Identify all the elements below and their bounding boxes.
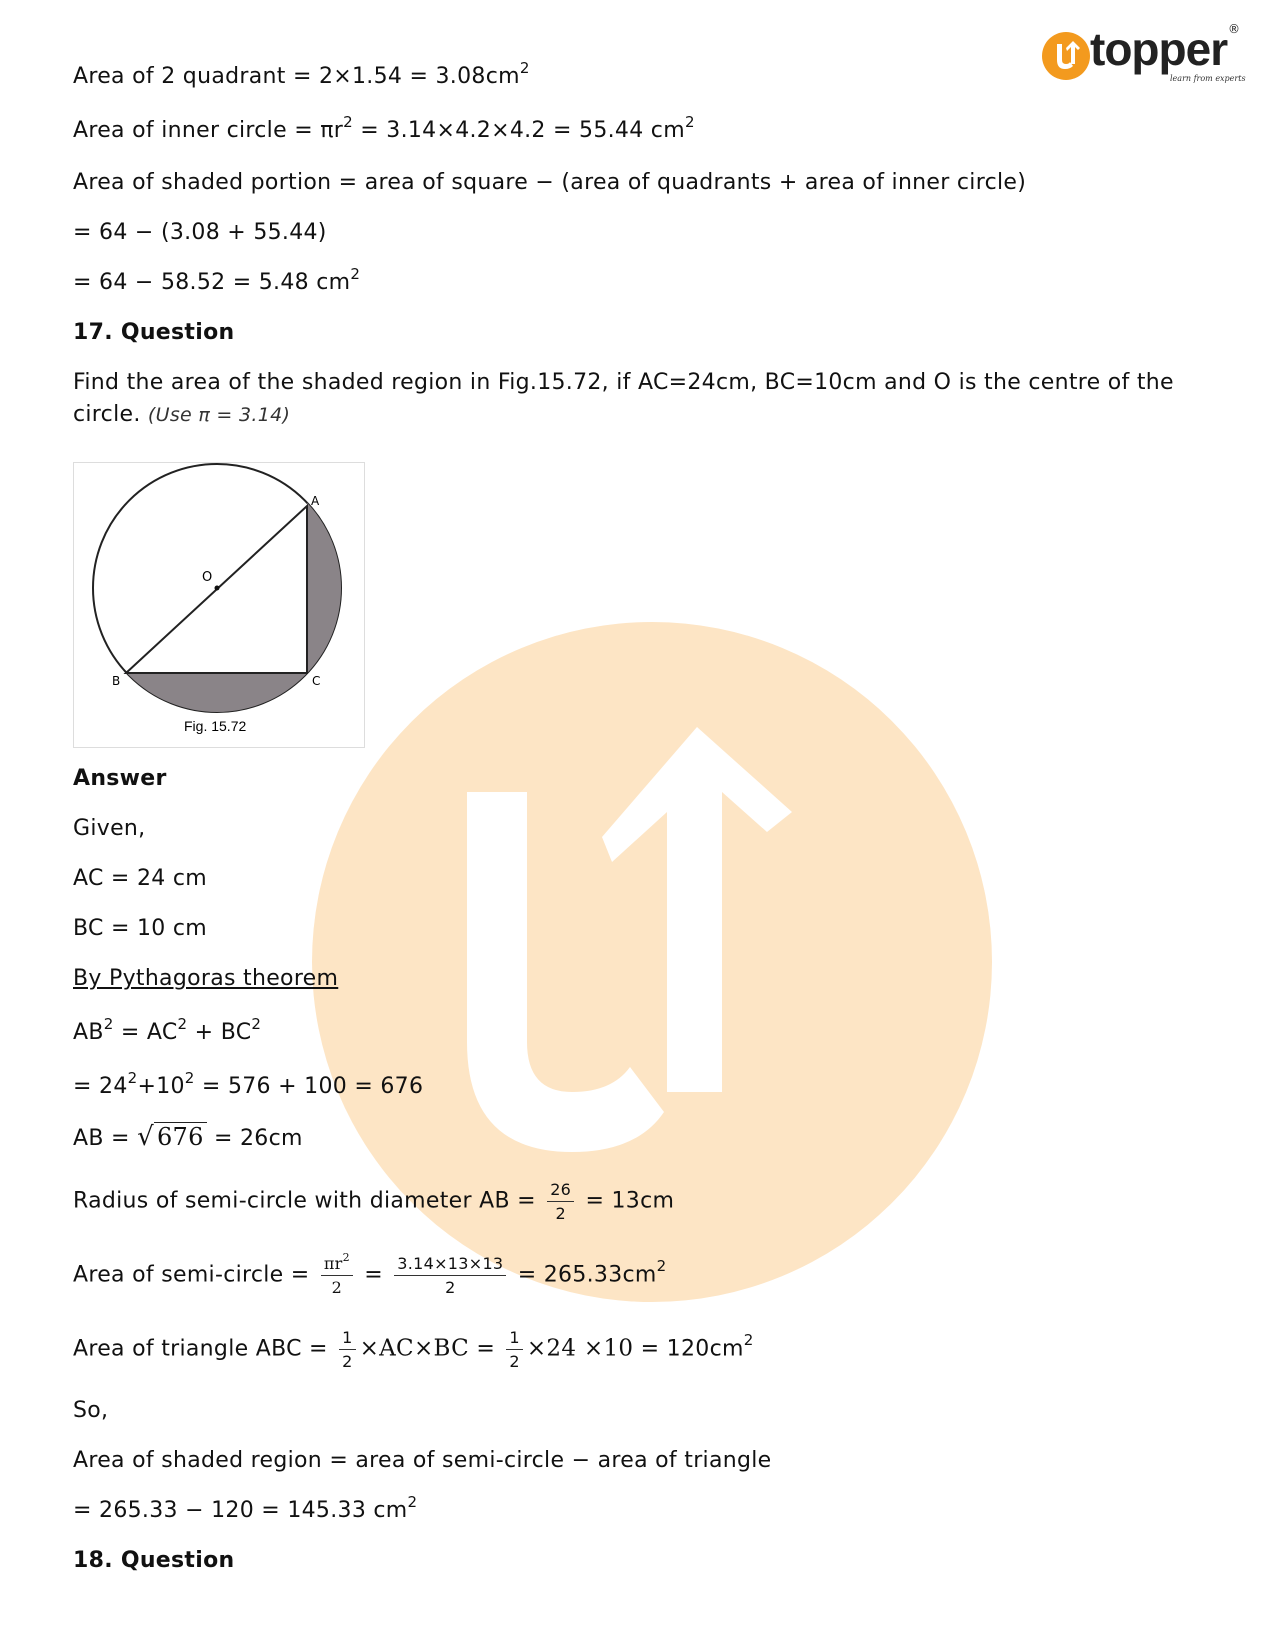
equals: = [469, 1336, 503, 1362]
half-fraction-1 [339, 1328, 355, 1371]
superscript: 2 [177, 1014, 188, 1033]
semicircle-result: = 265.33cm [510, 1262, 657, 1288]
pythagoras-heading: By Pythagoras theorem [73, 966, 339, 991]
given-bc: BC = 10 cm [73, 916, 208, 941]
superscript: 2 [127, 1068, 138, 1087]
radius-label: Radius of semi-circle with diameter AB = [73, 1188, 544, 1214]
superscript: 2 [343, 112, 353, 131]
superscript: 2 [342, 1250, 350, 1264]
centre-point [215, 586, 220, 591]
denominator: 2 [509, 1352, 520, 1371]
shaded-portion-step1: = 64 − (3.08 + 55.44) [73, 220, 327, 245]
square-root: √ 676 [137, 1122, 207, 1152]
superscript: 2 [103, 1014, 114, 1033]
shaded-portion-step2 [73, 264, 361, 295]
numerator: 1 [506, 1328, 522, 1350]
question-18-heading: 18. Question [73, 1548, 235, 1573]
question-17-text-end: circle. [73, 402, 141, 427]
figure-15-72 [73, 462, 365, 748]
label-c: C [312, 674, 321, 688]
quadrant-area-text: Area of 2 quadrant = 2×1.54 = 3.08cm [73, 64, 520, 89]
brand-logo [1038, 22, 1248, 92]
ab-length [73, 1122, 303, 1152]
question-17-text-line1: Find the area of the shaded region in Fig.15.72, if AC=24cm, BC=10cm and O is the centre of the [73, 370, 1174, 395]
denominator: 2 [445, 1278, 456, 1297]
semicircle-area-line [73, 1250, 667, 1297]
superscript: 2 [656, 1257, 667, 1276]
ab-label: AB = [73, 1126, 138, 1151]
shaded-segment-ac [307, 503, 364, 673]
so-label: So, [73, 1398, 109, 1423]
pythagoras-equation [73, 1014, 262, 1045]
label-a: A [311, 494, 320, 508]
inner-circle-area-line [73, 112, 695, 143]
given-ac: AC = 24 cm [73, 866, 207, 891]
superscript: 2 [350, 264, 361, 283]
denominator: 2 [342, 1352, 353, 1371]
final-calc: = 265.33 − 120 = 145.33 cm [73, 1498, 408, 1523]
eq-part: = AC [113, 1020, 178, 1045]
question-17-heading: 17. Question [73, 320, 235, 345]
equals: = [356, 1262, 391, 1288]
shaded-region-result [73, 1492, 418, 1523]
triangle-label: Area of triangle ABC = [73, 1336, 336, 1362]
quadrant-area-line [73, 58, 530, 89]
radicand: 676 [154, 1122, 207, 1151]
superscript: 2 [743, 1331, 754, 1350]
semicircle-fraction-2 [394, 1254, 506, 1297]
superscript: 2 [519, 58, 530, 77]
ab-result: = 26cm [206, 1126, 303, 1151]
inner-circle-text: Area of inner circle = πr [73, 118, 344, 143]
half-fraction-2 [506, 1328, 522, 1371]
use-pi-note: (Use π = 3.14) [147, 404, 291, 426]
numerator: 3.14×13×13 [394, 1254, 506, 1276]
given-label: Given, [73, 816, 146, 841]
eq-part: + BC [187, 1020, 252, 1045]
calc-part: = 24 [73, 1074, 128, 1099]
brand-u-icon [1038, 28, 1098, 88]
superscript: 2 [407, 1492, 418, 1511]
triangle-result: = 120cm [633, 1336, 744, 1362]
semicircle-fraction-1 [321, 1250, 353, 1297]
semicircle-label: Area of semi-circle = [73, 1262, 317, 1288]
label-b: B [112, 674, 121, 688]
numerator: 1 [339, 1328, 355, 1350]
calc-part: = 576 + 100 = 676 [194, 1074, 424, 1099]
triangle-area-line [73, 1328, 754, 1371]
superscript: 2 [684, 112, 695, 131]
radius-result: = 13cm [578, 1188, 675, 1214]
shaded-portion-formula: Area of shaded portion = area of square − (area of quadrants + area of inner circle) [73, 170, 1027, 195]
triangle-expression-1: ×AC×BC [359, 1335, 470, 1362]
inner-circle-calc: = 3.14×4.2×4.2 = 55.44 cm [352, 118, 685, 143]
radius-fraction [547, 1180, 574, 1223]
answer-heading: Answer [73, 766, 167, 791]
label-o: O [202, 570, 213, 585]
question-17-text-line2 [73, 402, 290, 427]
calc-part: +10 [137, 1074, 185, 1099]
numerator: 26 [547, 1180, 574, 1202]
superscript: 2 [251, 1014, 262, 1033]
numerator [321, 1250, 353, 1276]
shaded-region-formula: Area of shaded region = area of semi-circle − area of triangle [73, 1448, 772, 1473]
circle-triangle-diagram [74, 463, 364, 747]
eq-part: AB [73, 1020, 104, 1045]
triangle-expression-2: ×24 ×10 [526, 1335, 634, 1362]
shaded-portion-result: = 64 − 58.52 = 5.48 cm [73, 270, 351, 295]
brand-registered-mark: ® [1228, 22, 1240, 36]
pythagoras-calculation [73, 1068, 424, 1099]
brand-name: topper [1090, 23, 1228, 75]
superscript: 2 [184, 1068, 195, 1087]
brand-tagline: learn from experts [1170, 74, 1246, 83]
numerator-text: πr [323, 1254, 343, 1273]
radius-line [73, 1180, 674, 1223]
denominator: 2 [331, 1278, 343, 1297]
figure-caption: Fig. 15.72 [184, 718, 247, 734]
denominator: 2 [555, 1204, 566, 1223]
